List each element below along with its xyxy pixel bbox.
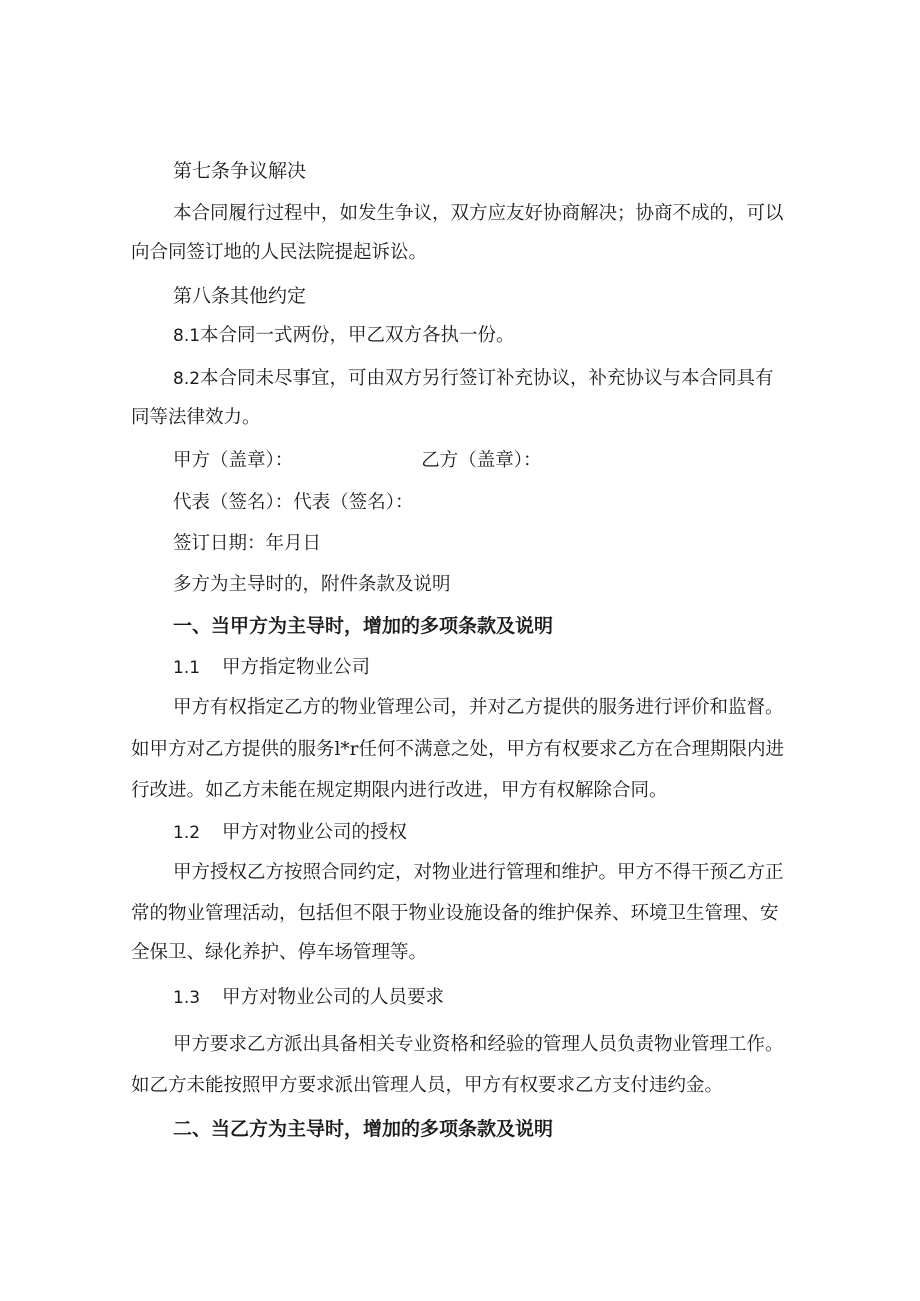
clause-1-2-title <box>173 820 407 846</box>
clause-number: 1.2 <box>173 823 201 843</box>
item-text: 本合同未尽事宜，可由双方另行签订补充协议，补充协议与本合同具有 <box>200 368 774 389</box>
article-7-body-line: 本合同履行过程中，如发生争议，双方应友好协商解决；协商不成的，可以 <box>173 203 784 224</box>
clause-1-2-body-line: 常的物业管理活动，包括但不限于物业设施设备的维护保养、环境卫生管理、安 <box>131 903 779 924</box>
article-8-item-2-continuation: 同等法律效力。 <box>131 407 261 428</box>
party-b-seal-label: 乙方（盖章）： <box>421 450 542 471</box>
clause-title: 甲方对物业公司的授权 <box>222 822 408 843</box>
article-7-body-line: 向合同签订地的人民法院提起诉讼。 <box>131 242 428 263</box>
sign-date-line: 签订日期：年月日 <box>173 533 322 554</box>
clause-1-2-body-line: 全保卫、绿化养护、停车场管理等。 <box>131 942 428 963</box>
clause-1-1-body-line: 甲方有权指定乙方的物业管理公司，并对乙方提供的服务进行评价和监督。 <box>173 697 784 718</box>
clause-1-3-body-line: 如乙方未能按照甲方要求派出管理人员，甲方有权要求乙方支付违约金。 <box>131 1075 724 1096</box>
clause-1-1-body-line: 如甲方对乙方提供的服务l*r任何不满意之处，甲方有权要求乙方在合理期限内进 <box>131 739 785 760</box>
seal-line <box>173 448 542 474</box>
clause-title: 甲方对物业公司的人员要求 <box>222 987 445 1008</box>
section-1-heading: 一、当甲方为主导时，增加的多项条款及说明 <box>173 615 554 637</box>
item-number: 8.1 <box>173 326 201 346</box>
clause-1-3-title <box>173 985 444 1011</box>
clause-1-3-body-line: 甲方要求乙方派出具备相关专业资格和经验的管理人员负责物业管理工作。 <box>173 1034 784 1055</box>
party-a-seal-label: 甲方（盖章）： <box>173 450 294 471</box>
section-2-heading: 二、当乙方为主导时，增加的多项条款及说明 <box>173 1118 554 1140</box>
clause-title: 甲方指定物业公司 <box>222 657 371 678</box>
clause-1-1-body-line: 行改进。如乙方未能在规定期限内进行改进，甲方有权解除合同。 <box>131 780 668 801</box>
clause-1-2-body-line: 甲方授权乙方按照合同约定，对物业进行管理和维护。甲方不得干预乙方正 <box>173 862 784 883</box>
article-8-item-1 <box>173 323 515 349</box>
appendix-intro: 多方为主导时的，附件条款及说明 <box>173 574 451 595</box>
clause-1-1-title <box>173 655 370 681</box>
item-number: 8.2 <box>173 369 201 389</box>
clause-number: 1.1 <box>173 658 201 678</box>
article-8-heading: 第八条其他约定 <box>173 285 307 307</box>
clause-number: 1.3 <box>173 988 201 1008</box>
item-text: 本合同一式两份，甲乙双方各执一份。 <box>200 325 515 346</box>
article-8-item-2 <box>173 366 774 392</box>
representative-sign-line: 代表（签名）：代表（签名）： <box>173 492 414 513</box>
article-7-heading: 第七条争议解决 <box>173 160 307 182</box>
